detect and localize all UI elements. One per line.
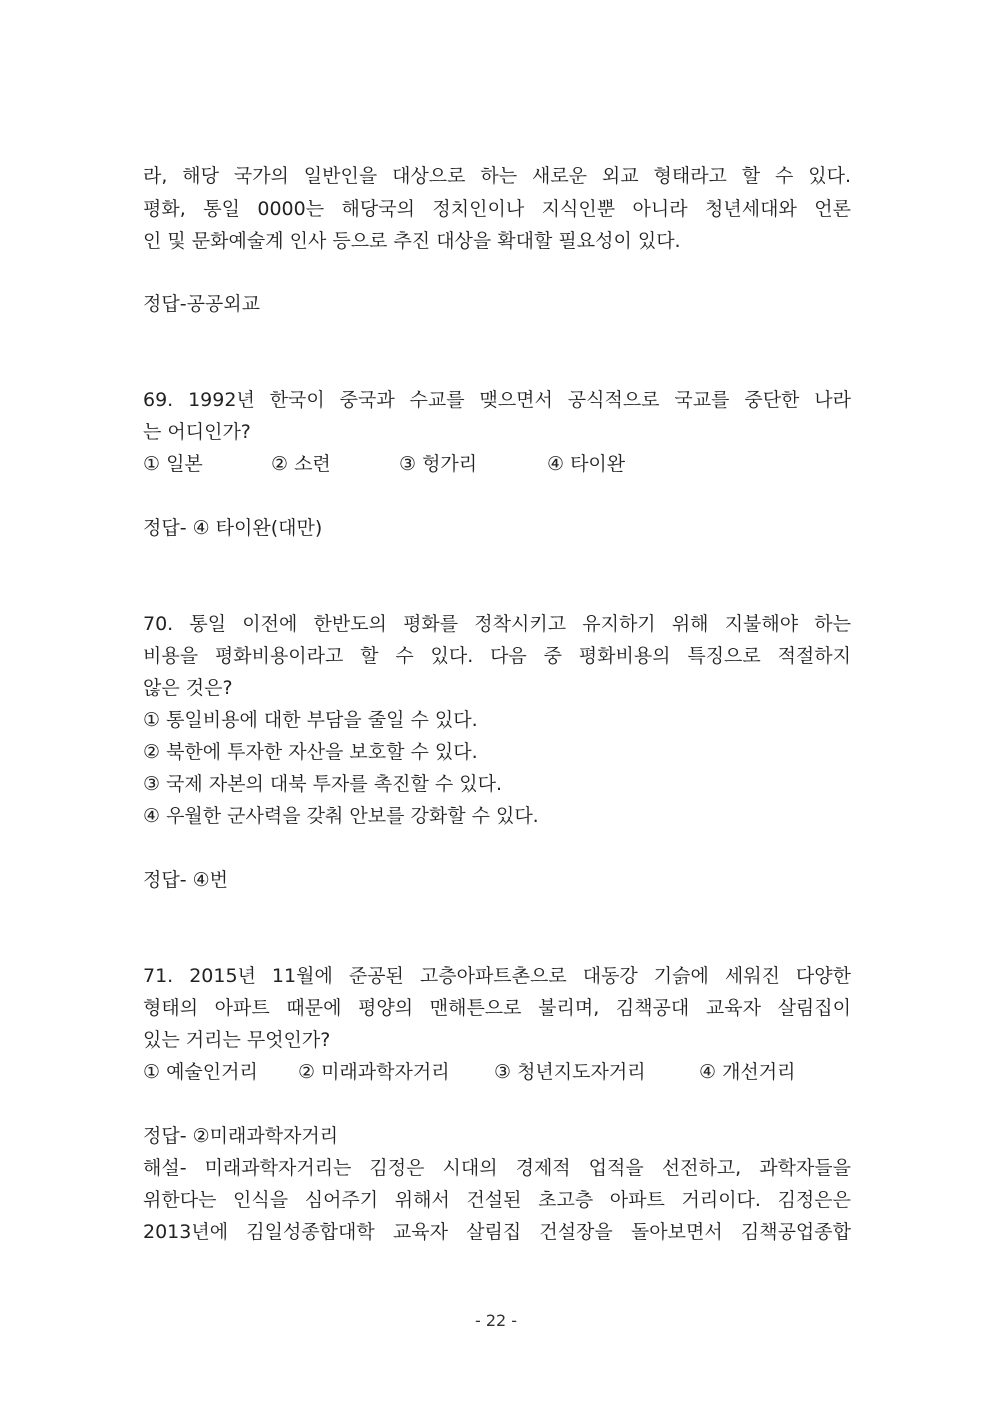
option-1: ① 예술인거리	[143, 1061, 258, 1083]
question-69-text: 는 어디인가?	[143, 421, 251, 443]
answer-line: 정답- ②미래과학자거리	[143, 1125, 339, 1147]
option-3: ③ 헝가리	[399, 453, 478, 475]
question-70-text: 70. 통일 이전에 한반도의 평화를 정착시키고 유지하기 위해 지불해야 하는	[143, 613, 851, 635]
paragraph-line: 라, 해당 국가의 일반인을 대상으로 하는 새로운 외교 형태라고 할 수 있다.	[143, 165, 851, 187]
question-71-options	[143, 1056, 851, 1088]
option-4: ④ 우월한 군사력을 갖춰 안보를 강화할 수 있다.	[143, 805, 539, 827]
answer-line: 정답- ④번	[143, 869, 228, 891]
option-2: ② 북한에 투자한 자산을 보호할 수 있다.	[143, 741, 478, 763]
option-3: ③ 청년지도자거리	[494, 1061, 646, 1083]
question-70-text: 않은 것은?	[143, 677, 233, 699]
question-71-text: 형태의 아파트 때문에 평양의 맨해튼으로 불리며, 김책공대 교육자 살림집이	[143, 997, 851, 1019]
question-69-options	[143, 448, 851, 480]
paragraph-line: 평화, 통일 0000는 해당국의 정치인이나 지식인뿐 아니라 청년세대와 언론	[143, 198, 851, 220]
option-1: ① 통일비용에 대한 부담을 줄일 수 있다.	[143, 709, 478, 731]
question-69-text: 69. 1992년 한국이 중국과 수교를 맺으면서 공식적으로 국교를 중단한 나라	[143, 389, 851, 411]
question-70-text: 비용을 평화비용이라고 할 수 있다. 다음 중 평화비용의 특징으로 적절하지	[143, 645, 851, 667]
explanation-line: 2013년에 김일성종합대학 교육자 살림집 건설장을 돌아보면서 김책공업종합	[143, 1221, 851, 1243]
explanation-line: 위한다는 인식을 심어주기 위해서 건설된 초고층 아파트 거리이다. 김정은은	[143, 1189, 851, 1211]
answer-line: 정답- ④ 타이완(대만)	[143, 517, 323, 539]
paragraph-line: 인 및 문화예술계 인사 등으로 추진 대상을 확대할 필요성이 있다.	[143, 230, 681, 252]
option-4: ④ 개선거리	[699, 1061, 796, 1083]
question-71-text: 71. 2015년 11월에 준공된 고층아파트촌으로 대동강 기슭에 세워진 다양한	[143, 965, 851, 987]
page-number: - 22 -	[474, 1311, 518, 1330]
explanation-line: 해설- 미래과학자거리는 김정은 시대의 경제적 업적을 선전하고, 과학자들을	[143, 1157, 851, 1179]
option-2: ② 소련	[271, 453, 331, 475]
option-1: ① 일본	[143, 453, 203, 475]
answer-line: 정답-공공외교	[143, 293, 260, 315]
option-3: ③ 국제 자본의 대북 투자를 촉진할 수 있다.	[143, 773, 503, 795]
option-2: ② 미래과학자거리	[298, 1061, 450, 1083]
question-71-text: 있는 거리는 무엇인가?	[143, 1029, 331, 1051]
option-4: ④ 타이완	[547, 453, 626, 475]
